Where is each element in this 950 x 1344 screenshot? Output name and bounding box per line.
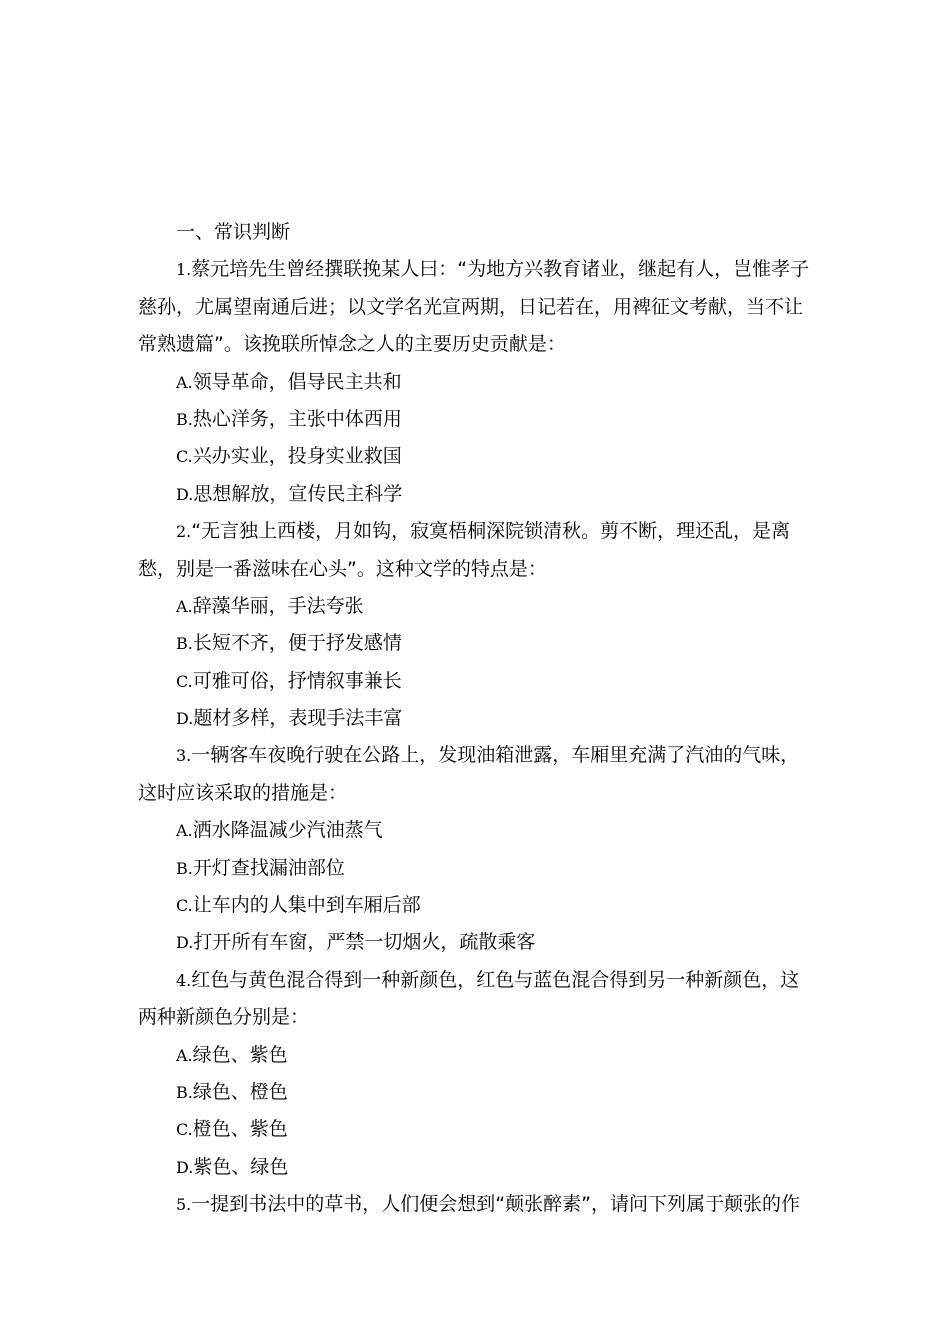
option-text: 绿色、橙色 [192,1080,288,1103]
question-1 [138,251,814,513]
option-letter: B. [176,1082,193,1102]
question-number: 1. [176,260,192,280]
option-text: 热心洋务，主张中体西用 [192,407,402,430]
option-d [138,1149,814,1186]
question-line [138,513,814,550]
question-text: “无言独上西楼，月如钩，寂寞梧桐深院锁清秋。剪不断，理还乱，是离 [191,520,791,543]
option-letter: D. [176,933,194,953]
question-number: 4. [176,970,192,990]
question-text: 一提到书法中的草书，人们便会想到“颠张醉素”，请问下列属于颠张的作 [191,1193,800,1216]
option-letter: A. [176,1045,193,1065]
option-c [138,438,814,475]
question-2 [138,513,814,737]
question-5 [138,1186,814,1223]
question-text: 红色与黄色混合得到一种新颜色，红色与蓝色混合得到另一种新颜色，这 [191,968,800,991]
section-title: 一、常识判断 [176,221,291,243]
option-text: 兴办实业，投身实业救国 [192,445,402,468]
option-text: 打开所有车窗，严禁一切烟火，疏散乘客 [193,931,536,954]
option-text: 洒水降温减少汽油蒸气 [192,819,383,842]
option-b [138,1074,814,1111]
option-c [138,887,814,924]
option-text: 开灯查找漏油部位 [192,856,345,879]
option-letter: B. [176,858,193,878]
option-letter: C. [176,896,193,916]
option-text: 思想解放，宣传民主科学 [193,482,403,505]
question-text: 蔡元培先生曾经撰联挽某人曰：“为地方兴教育诸业，继起有人，岂惟孝子 [191,258,810,281]
question-line [138,251,814,288]
option-b [138,850,814,887]
option-text: 橙色、紫色 [192,1118,288,1141]
option-letter: A. [176,821,193,841]
option-letter: B. [176,409,193,429]
option-d [138,924,814,961]
option-text: 可雅可俗，抒情叙事兼长 [192,669,402,692]
option-letter: C. [176,671,193,691]
question-line: 愁，别是一番滋味在心头”。这种文学的特点是： [138,557,547,580]
question-line [138,1186,814,1223]
question-text: 一辆客车夜晚行驶在公路上，发现油箱泄露，车厢里充满了汽油的气味， [191,744,800,767]
question-line: 这时应该采取的措施是： [138,781,348,804]
option-d [138,476,814,513]
option-a [138,1037,814,1074]
option-a [138,364,814,401]
option-b [138,625,814,662]
question-line [138,737,814,774]
question-line: 慈孙，尤属望南通后进；以文学名光宣两期，日记若在，用裨征文考献，当不让 [138,295,804,318]
option-c [138,1111,814,1148]
option-a [138,588,814,625]
document-content [138,214,814,1224]
option-letter: B. [176,634,193,654]
option-a [138,812,814,849]
question-line: 两种新颜色分别是： [138,1006,310,1029]
option-text: 长短不齐，便于抒发感情 [192,632,402,655]
option-letter: A. [176,372,193,392]
question-line [138,962,814,999]
option-d [138,700,814,737]
option-text: 绿色、紫色 [192,1043,288,1066]
option-c [138,663,814,700]
question-4 [138,962,814,1186]
option-letter: C. [176,1120,193,1140]
option-letter: D. [176,484,194,504]
option-letter: A. [176,596,193,616]
option-text: 紫色、绿色 [193,1155,289,1178]
question-number: 2. [176,522,192,542]
option-letter: C. [176,447,193,467]
question-number: 3. [176,746,192,766]
option-text: 题材多样，表现手法丰富 [193,707,403,730]
question-line: 常熟遗篇”。该挽联所悼念之人的主要历史贡献是： [138,333,566,356]
option-letter: D. [176,709,194,729]
option-text: 辞藻华丽，手法夸张 [192,594,364,617]
question-3 [138,737,814,961]
option-text: 领导革命，倡导民主共和 [192,370,402,393]
option-letter: D. [176,1157,194,1177]
option-text: 让车内的人集中到车厢后部 [192,894,421,917]
question-number: 5. [176,1195,192,1215]
option-b [138,401,814,438]
